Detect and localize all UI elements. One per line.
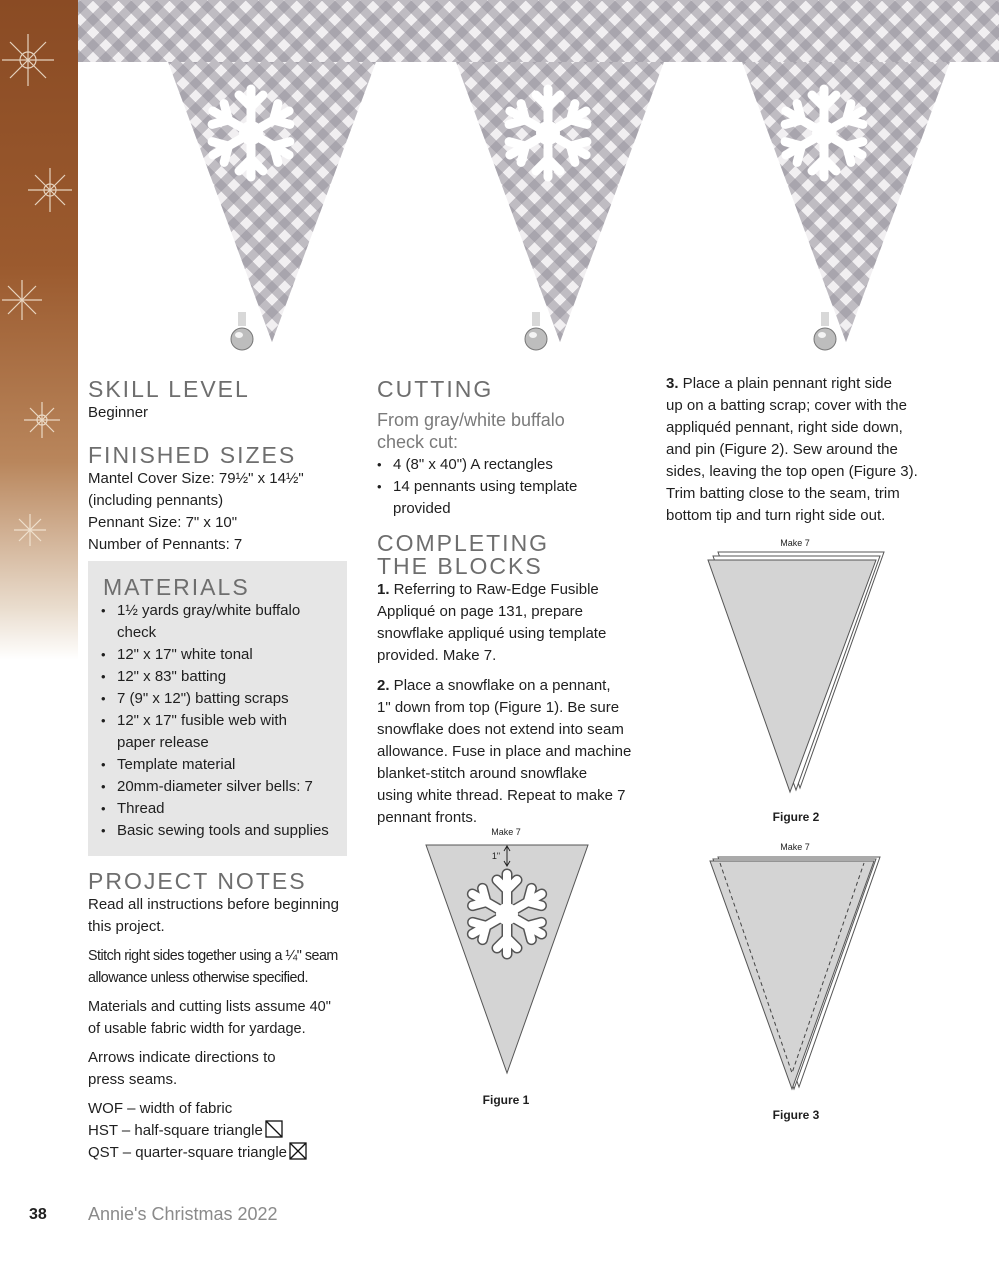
finished-sizes-list (88, 468, 304, 556)
abbreviation: HST – half-square triangle (88, 1120, 353, 1142)
qst-icon (289, 1142, 307, 1160)
materials-item: • Template material (88, 754, 343, 776)
snowflake-pattern (0, 0, 78, 660)
cutting-item: • 14 pennants using template provided (364, 476, 634, 520)
note-paragraph: Read all instructions before beginning this project. (88, 896, 339, 935)
figure-1-make-label: Make 7 (491, 827, 521, 837)
figure-2-make-label: Make 7 (780, 538, 810, 548)
finished-size-line: Pennant Size: 7" x 10" (88, 514, 238, 531)
side-decorative-band (0, 0, 78, 660)
finished-sizes-heading: FINISHED SIZES (88, 442, 297, 468)
note-paragraph: Materials and cutting lists assume 40" of usable fabric width for yardage. (88, 999, 331, 1037)
snowflake-applique-photo (198, 80, 304, 186)
step-number: 2. (377, 677, 390, 694)
magazine-title: Annie's Christmas 2022 (88, 1204, 278, 1224)
figure-3-caption: Figure 3 (772, 1108, 820, 1122)
project-notes-body (88, 894, 353, 1164)
step-1: 1. Referring to Raw-Edge Fusible Appliqué on page 131, prepare snowflake appliqué using template provided. Make 7. (377, 581, 607, 664)
note-paragraph: Arrows indicate directions to press seams. (88, 1049, 276, 1088)
finished-size-line: Mantel Cover Size: 79½" x 14½" (88, 470, 304, 487)
finished-size-line: Number of Pennants: 7 (88, 536, 243, 553)
figure-3-diagram (708, 855, 884, 1091)
snowflake-applique-photo (771, 80, 877, 186)
cutting-subheading: From gray/white buffalo check cut: (377, 410, 565, 452)
figure-1-measurement: 1" (491, 851, 501, 861)
materials-item: • Thread (88, 798, 343, 820)
materials-item: • 1½ yards gray/white buffalo check (88, 600, 343, 644)
skill-level-value: Beginner (88, 404, 149, 421)
materials-item: • 20mm-diameter silver bells: 7 (88, 776, 343, 798)
materials-item: • 12" x 83" batting (88, 666, 343, 688)
finished-size-line: (including pennants) (88, 492, 224, 509)
skill-level-heading: SKILL LEVEL (88, 376, 250, 402)
silver-bell (524, 312, 548, 352)
materials-item: • 7 (9" x 12") batting scraps (88, 688, 343, 710)
figure-3-make-label: Make 7 (780, 842, 810, 852)
step-number: 1. (377, 581, 390, 598)
abbreviation: WOF – width of fabric (88, 1100, 233, 1117)
completing-blocks-heading: COMPLETING THE BLOCKS (377, 530, 550, 579)
hst-icon (265, 1120, 283, 1138)
abbreviation: QST – quarter-square triangle (88, 1142, 353, 1164)
materials-item: • Basic sewing tools and supplies (88, 820, 343, 842)
page-number: 38 (29, 1206, 47, 1223)
step-3: 3. Place a plain pennant right side up on a batting scrap; cover with the appliquéd pennant, right side down, and pin (Figure 2). Sew around the sides, leaving the top open (Figure 3). Trim batting close to the seam, trim bottom tip and turn right side out. (666, 375, 918, 524)
project-notes-heading: PROJECT NOTES (88, 868, 307, 894)
materials-list (88, 600, 343, 842)
materials-item: • 12" x 17" fusible web with paper release (88, 710, 343, 754)
materials-item: • 12" x 17" white tonal (88, 644, 343, 666)
figure-2-diagram (704, 550, 888, 794)
silver-bell (813, 312, 837, 352)
note-paragraph: Stitch right sides together using a ¼" seam allowance unless otherwise specified. (88, 948, 338, 986)
silver-bell (230, 312, 254, 352)
figure-1-caption: Figure 1 (482, 1093, 530, 1107)
cutting-item: • 4 (8" x 40") A rectangles (364, 454, 634, 476)
cutting-list (364, 454, 634, 520)
figure-2-caption: Figure 2 (772, 810, 820, 824)
snowflake-applique-photo (495, 80, 601, 186)
step-number: 3. (666, 375, 679, 392)
mantel-cover-photo (78, 0, 999, 62)
figure-1-diagram (424, 843, 590, 1075)
cutting-heading: CUTTING (377, 376, 494, 402)
step-2: 2. Place a snowflake on a pennant, 1" down from top (Figure 1). Be sure snowflake does not extend into seam allowance. Fuse in place and machine blanket-stitch around snowflake using white thread. Repeat to make 7 pennant fronts. (377, 677, 632, 826)
materials-heading: MATERIALS (103, 574, 250, 600)
